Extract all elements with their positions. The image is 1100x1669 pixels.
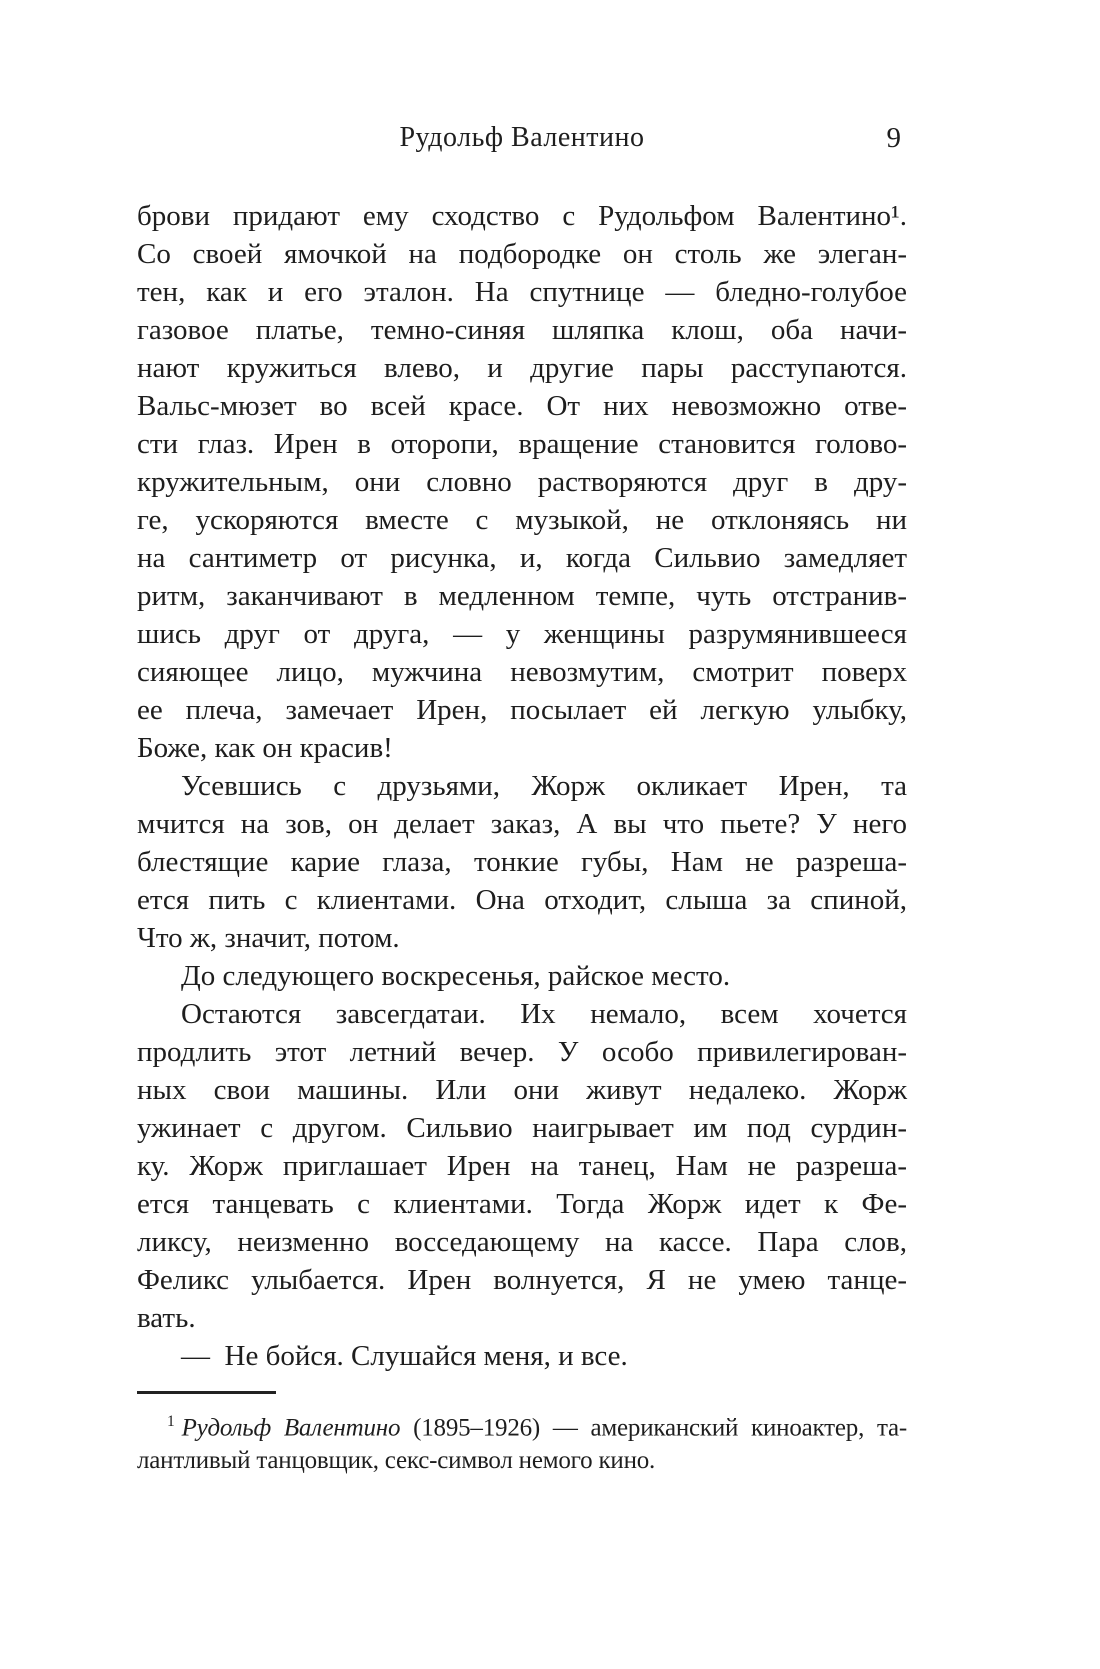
text-line: Феликс улыбается. Ирен волнуется, Я не умею танце- — [137, 1264, 907, 1296]
footnote-italic-name: Рудольф Валентино — [181, 1414, 401, 1442]
text-line: брови придают ему сходство с Рудольфом Валентино¹. — [137, 200, 907, 232]
text-line: ее плеча, замечает Ирен, посылает ей легкую улыбку, — [137, 694, 907, 726]
header-title: Рудольф Валентино — [399, 122, 645, 153]
footnote-line-2: лантливый танцовщик, секс-символ немого кино. — [137, 1447, 656, 1475]
paragraph — [137, 1337, 907, 1375]
text-line: нают кружиться влево, и другие пары расступаются. — [137, 352, 907, 384]
text-line: ге, ускоряются вместе с музыкой, не отклоняясь ни — [137, 504, 907, 536]
text-line: мчится на зов, он делает заказ, А вы что пьете? У него — [137, 808, 907, 840]
footnote — [137, 1391, 907, 1477]
paragraph — [137, 197, 907, 767]
text-line: ется пить с клиентами. Она отходит, слыша за спиной, — [137, 884, 907, 916]
text-line: Вальс-мюзет во всей красе. От них невозможно отве- — [137, 390, 907, 422]
text-line: продлить этот летний вечер. У особо привилегирован- — [137, 1036, 907, 1068]
text-line: сияющее лицо, мужчина невозмутим, смотрит поверх — [137, 656, 907, 688]
page-number: 9 — [886, 122, 901, 154]
text-line: Со своей ямочкой на подбородке он столь же элеган- — [137, 238, 907, 270]
text-line: Остаются завсегдатаи. Их немало, всем хочется — [181, 998, 907, 1030]
text-line: ликсу, неизменно восседающему на кассе. Пара слов, — [137, 1226, 907, 1258]
text-line: ужинает с другом. Сильвио наигрывает им под сурдин- — [137, 1112, 907, 1144]
footnote-text-rest: (1895–1926) — американский киноактер, та- — [400, 1414, 907, 1442]
paragraph — [137, 767, 907, 957]
text-line: газовое платье, темно-синяя шляпка клош, оба начи- — [137, 314, 907, 346]
running-header — [137, 121, 907, 155]
text-line: Что ж, значит, потом. — [137, 922, 400, 954]
text-line: ется танцевать с клиентами. Тогда Жорж идет к Фе- — [137, 1188, 907, 1220]
footnote-marker: 1 — [167, 1413, 175, 1430]
text-line: на сантиметр от рисунка, и, когда Сильвио замедляет — [137, 542, 907, 574]
text-line: ных свои машины. Или они живут недалеко. Жорж — [137, 1074, 907, 1106]
paragraph — [137, 995, 907, 1337]
text-line: кружительным, они словно растворяются друг в дру- — [137, 466, 907, 498]
text-line: блестящие карие глаза, тонкие губы, Нам не разреша- — [137, 846, 907, 878]
text-line: тен, как и его эталон. На спутнице — бледно-голубое — [137, 276, 907, 308]
body-text — [137, 197, 907, 1375]
text-line: ку. Жорж приглашает Ирен на танец, Нам не разреша- — [137, 1150, 907, 1182]
footnote-line-1 — [137, 1405, 907, 1444]
text-line: ритм, заканчивают в медленном темпе, чуть отстранив- — [137, 580, 907, 612]
text-line: сти глаз. Ирен в оторопи, вращение становится голово- — [137, 428, 907, 460]
text-line: — Не бойся. Слушайся меня, и все. — [181, 1340, 628, 1372]
text-line: вать. — [137, 1302, 196, 1334]
text-line: Боже, как он красив! — [137, 732, 393, 764]
text-line: шись друг от друга, — у женщины разрумянившееся — [137, 618, 907, 650]
footnote-divider — [137, 1391, 276, 1394]
text-line: Усевшись с друзьями, Жорж окликает Ирен, та — [181, 770, 907, 802]
paragraph — [137, 957, 907, 995]
text-line: До следующего воскресенья, райское место. — [181, 960, 731, 992]
